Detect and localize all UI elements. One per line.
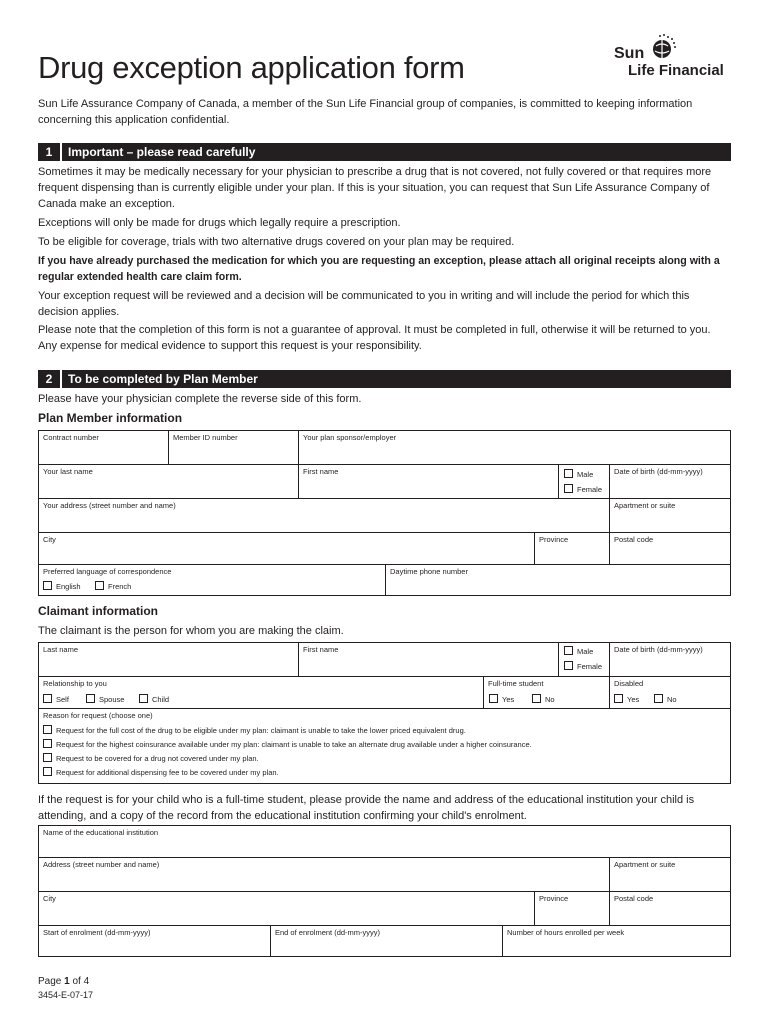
contract-number-field[interactable] <box>39 431 169 465</box>
member-city-field[interactable] <box>39 533 535 565</box>
reason-checkbox[interactable] <box>43 753 52 762</box>
field-label: Your address (street number and name) <box>43 501 176 510</box>
institution-province-field[interactable] <box>535 892 610 926</box>
current-page: 1 <box>64 976 70 987</box>
field-label: Full-time student <box>488 679 544 688</box>
student-note: If the request is for your child who is a full-time student, please provide the name and address of the educational institution your child is attending, and a copy of the record from the educational institution confirming your child's enrolment. <box>38 794 695 822</box>
claimant-note: The claimant is the person for whom you are making the claim. <box>38 625 344 637</box>
section1-paragraph: Exceptions will only be made for drugs which legally require a prescription. <box>38 217 401 229</box>
page-prefix: Page <box>38 976 65 987</box>
section-1-header <box>38 143 731 161</box>
reason-label: Request for the full cost of the drug to be eligible under my plan: claimant is unable to take the lower priced equivalent drug. <box>56 726 466 735</box>
field-label: End of enrolment (dd-mm-yyyy) <box>275 928 381 937</box>
page-suffix: of 4 <box>69 976 90 987</box>
reason-checkbox[interactable] <box>43 725 52 734</box>
disabled-yes-checkbox[interactable] <box>614 694 623 703</box>
disabled-no-checkbox[interactable] <box>654 694 663 703</box>
plan-member-form <box>38 430 731 596</box>
field-label: Apartment or suite <box>614 501 676 510</box>
claimant-heading: Claimant information <box>38 604 159 618</box>
male-checkbox[interactable] <box>564 646 573 655</box>
reason-checkbox[interactable] <box>43 739 52 748</box>
spouse-checkbox[interactable] <box>86 694 95 703</box>
checkbox-label: Male <box>577 470 594 479</box>
field-label: Reason for request (choose one) <box>43 711 153 720</box>
reason-label: Request for additional dispensing fee to be covered under my plan. <box>56 768 279 777</box>
field-label: Date of birth (dd-mm-yyyy) <box>614 467 703 476</box>
checkbox-label: Yes <box>627 695 640 704</box>
plan-sponsor-field[interactable] <box>299 431 730 465</box>
section1-paragraph: If you have already purchased the medication for which you are requesting an exception, please attach all original receipts along with a regular extended health care claim form. <box>38 255 720 283</box>
form-code: 3454-E-07-17 <box>38 990 94 1000</box>
field-label: Date of birth (dd-mm-yyyy) <box>614 645 703 654</box>
field-label: Preferred language of correspondence <box>43 567 172 576</box>
claimant-dob-field[interactable] <box>610 643 730 677</box>
institution-apartment-field[interactable] <box>610 858 730 892</box>
self-checkbox[interactable] <box>43 694 52 703</box>
section1-paragraph: Your exception request will be reviewed and a decision will be communicated to you in writing and will include the period for which this decision applies. <box>38 290 690 318</box>
logo-text-sun: Sun <box>614 45 645 62</box>
field-label: Relationship to you <box>43 679 107 688</box>
reason-label: Request for the highest coinsurance available under my plan: claimant is unable to take an alternate drug available under a higher coinsurance. <box>56 740 532 749</box>
relationship-field <box>39 677 484 709</box>
checkbox-label: Female <box>577 662 603 671</box>
field-label: Province <box>539 894 569 903</box>
section-2-header <box>38 370 731 388</box>
member-last-name-field[interactable] <box>39 465 299 499</box>
enrolment-start-field[interactable] <box>39 926 271 956</box>
member-province-field[interactable] <box>535 533 610 565</box>
reason-checkbox[interactable] <box>43 767 52 776</box>
page-title: Drug exception application form <box>38 50 465 85</box>
institution-postal-code-field[interactable] <box>610 892 730 926</box>
checkbox-label: Spouse <box>99 695 125 704</box>
page-number <box>38 976 89 987</box>
section1-paragraph: To be eligible for coverage, trials with two alternative drugs covered on your plan may be required. <box>38 236 515 248</box>
member-address-field[interactable] <box>39 499 610 533</box>
reason-label: Request to be covered for a drug not covered under my plan. <box>56 754 259 763</box>
section1-paragraph: Sometimes it may be medically necessary for your physician to prescribe a drug that is not covered, not fully covered or that requires more frequent dispensing than is currently eligible under your plan. If this is your situation, you can request that Sun Life Assurance Company of Canada make an exception. <box>38 166 712 210</box>
member-id-field[interactable] <box>169 431 299 465</box>
member-apartment-field[interactable] <box>610 499 730 533</box>
section-title: To be completed by Plan Member <box>68 372 258 386</box>
section-title: Important – please read carefully <box>68 145 256 159</box>
education-form <box>38 825 731 957</box>
hours-per-week-field[interactable] <box>503 926 730 956</box>
field-label: First name <box>303 645 339 654</box>
field-label: Postal code <box>614 535 654 544</box>
sun-life-logo <box>612 30 736 82</box>
disabled-field <box>610 677 730 709</box>
field-label: Apartment or suite <box>614 860 676 869</box>
institution-name-field[interactable] <box>39 826 730 858</box>
member-sex-field <box>559 465 610 499</box>
field-label: Member ID number <box>173 433 238 442</box>
female-checkbox[interactable] <box>564 661 573 670</box>
fulltime-no-checkbox[interactable] <box>532 694 541 703</box>
field-label: Daytime phone number <box>390 567 468 576</box>
field-label: Province <box>539 535 569 544</box>
checkbox-label: English <box>56 582 81 591</box>
checkbox-label: Male <box>577 647 594 656</box>
field-label: Start of enrolment (dd-mm-yyyy) <box>43 928 151 937</box>
field-label: Address (street number and name) <box>43 860 160 869</box>
claimant-last-name-field[interactable] <box>39 643 299 677</box>
male-checkbox[interactable] <box>564 469 573 478</box>
checkbox-label: Yes <box>502 695 515 704</box>
english-checkbox[interactable] <box>43 581 52 590</box>
plan-member-heading: Plan Member information <box>38 411 183 425</box>
field-label: Postal code <box>614 894 654 903</box>
field-label: Your plan sponsor/employer <box>303 433 397 442</box>
field-label: Contract number <box>43 433 99 442</box>
claimant-sex-field <box>559 643 610 677</box>
section-number: 2 <box>38 370 62 388</box>
female-checkbox[interactable] <box>564 484 573 493</box>
checkbox-label: Self <box>56 695 69 704</box>
child-checkbox[interactable] <box>139 694 148 703</box>
physician-instruction: Please have your physician complete the reverse side of this form. <box>38 393 362 405</box>
field-label: City <box>43 535 56 544</box>
language-field <box>39 565 386 595</box>
member-first-name-field[interactable] <box>299 465 559 499</box>
field-label: Last name <box>43 645 79 654</box>
checkbox-label: French <box>108 582 132 591</box>
member-postal-code-field[interactable] <box>610 533 730 565</box>
field-label: City <box>43 894 56 903</box>
institution-city-field[interactable] <box>39 892 535 926</box>
logo-text-life-financial: Life Financial <box>628 62 724 79</box>
field-label: Number of hours enrolled per week <box>507 928 625 937</box>
checkbox-label: No <box>667 695 677 704</box>
claimant-form <box>38 642 731 784</box>
enrolment-end-field[interactable] <box>271 926 503 956</box>
field-label: Name of the educational institution <box>43 828 159 837</box>
french-checkbox[interactable] <box>95 581 104 590</box>
globe-icon <box>648 32 678 62</box>
section1-paragraph: Please note that the completion of this form is not a guarantee of approval. It must be completed in full, otherwise it will be returned to you. Any expense for medical evidence to support this request is your responsibility. <box>38 324 711 352</box>
reason-for-request-field <box>39 709 730 783</box>
phone-field[interactable] <box>386 565 730 595</box>
fulltime-student-field <box>484 677 610 709</box>
fulltime-yes-checkbox[interactable] <box>489 694 498 703</box>
field-label: Your last name <box>43 467 93 476</box>
claimant-first-name-field[interactable] <box>299 643 559 677</box>
member-dob-field[interactable] <box>610 465 730 499</box>
checkbox-label: Child <box>152 695 170 704</box>
field-label: Disabled <box>614 679 644 688</box>
field-label: First name <box>303 467 339 476</box>
section-number: 1 <box>38 143 62 161</box>
checkbox-label: No <box>545 695 555 704</box>
checkbox-label: Female <box>577 485 603 494</box>
institution-address-field[interactable] <box>39 858 610 892</box>
intro-text: Sun Life Assurance Company of Canada, a member of the Sun Life Financial group of companies, is committed to keeping information concerning this application confidential. <box>38 98 693 126</box>
